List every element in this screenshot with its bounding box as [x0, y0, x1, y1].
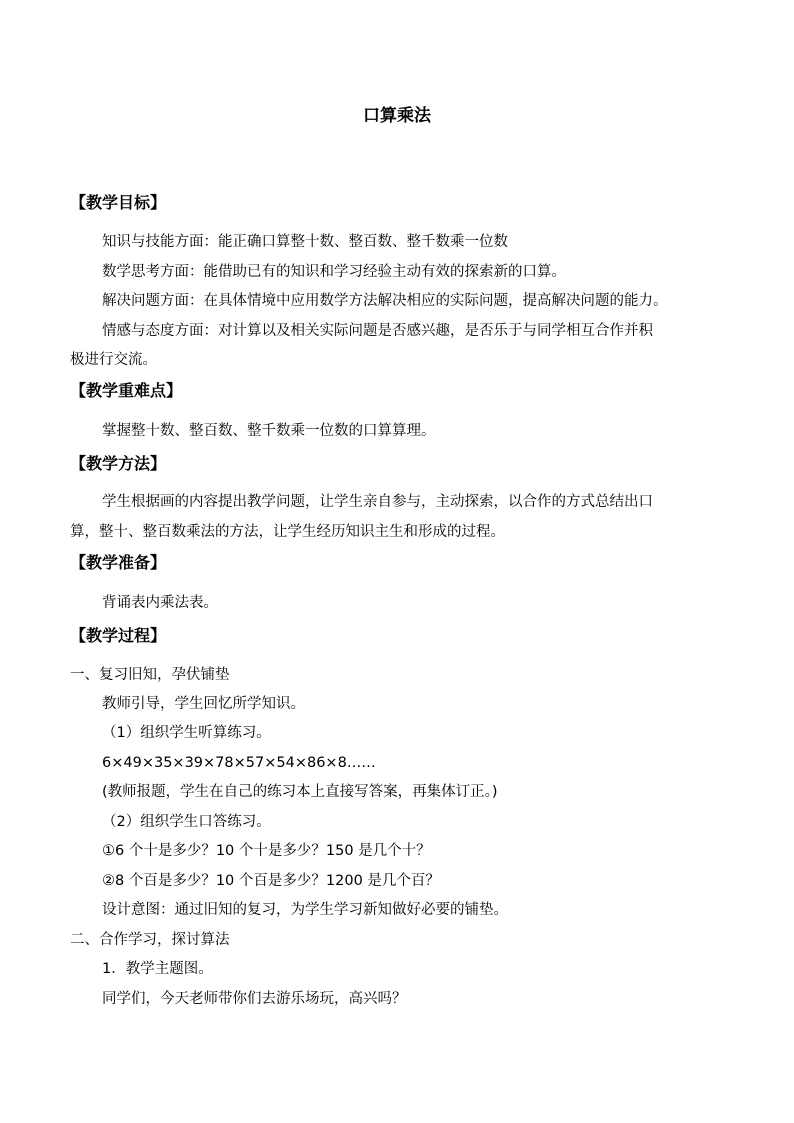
process-line: 教师引导，学生回忆所学知识。 — [102, 696, 305, 712]
section-heading-preparation: 【教学准备】 — [70, 553, 167, 572]
page-title: 口算乘法 — [363, 106, 431, 126]
process-line: (教师报题，学生在自己的练习本上直接写答案，再集体订正。) — [102, 784, 498, 800]
process-line: 1．教学主题图。 — [102, 961, 213, 977]
process-line: （2）组织学生口答练习。 — [102, 814, 271, 830]
preparation-text: 背诵表内乘法表。 — [102, 595, 218, 611]
goal-item: 解决问题方面：在具体情境中应用数学方法解决相应的实际问题，提高解决问题的能力。 — [102, 293, 668, 309]
methods-line: 学生根据画的内容提出教学问题，让学生亲自参与，主动探索，以合作的方式总结出口 — [102, 494, 653, 510]
section-heading-goals: 【教学目标】 — [70, 193, 167, 212]
section-heading-process: 【教学过程】 — [70, 626, 167, 645]
process-part2-title: 二、合作学习，探讨算法 — [70, 932, 230, 948]
section-heading-methods: 【教学方法】 — [70, 454, 167, 473]
process-line: 同学们，今天老师带你们去游乐场玩，高兴吗？ — [102, 991, 407, 1007]
goal-item: 知识与技能方面：能正确口算整十数、整百数、整千数乘一位数 — [102, 234, 508, 250]
goal-item: 数学思考方面：能借助已有的知识和学习经验主动有效的探索新的口算。 — [102, 264, 566, 280]
process-line: 6×49×35×39×78×57×54×86×8…… — [102, 755, 376, 771]
goal-item: 情感与态度方面：对计算以及相关实际问题是否感兴趣，是否乐于与同学相互合作并积 — [102, 323, 653, 339]
process-line: 设计意图：通过旧知的复习，为学生学习新知做好必要的铺垫。 — [102, 902, 508, 918]
process-line: （1）组织学生听算练习。 — [102, 725, 271, 741]
process-part1-title: 一、复习旧知，孕伏铺垫 — [70, 667, 230, 683]
process-line: ①6 个十是多少？10 个十是多少？150 是几个十？ — [102, 843, 431, 859]
process-line: ②8 个百是多少？10 个百是多少？1200 是几个百？ — [102, 873, 440, 889]
methods-line: 算，整十、整百数乘法的方法，让学生经历知识主生和形成的过程。 — [70, 524, 505, 540]
section-heading-key-points: 【教学重难点】 — [70, 381, 183, 400]
key-points-text: 掌握整十数、整百数、整千数乘一位数的口算算理。 — [102, 423, 436, 439]
goal-item-continuation: 极进行交流。 — [70, 352, 157, 368]
